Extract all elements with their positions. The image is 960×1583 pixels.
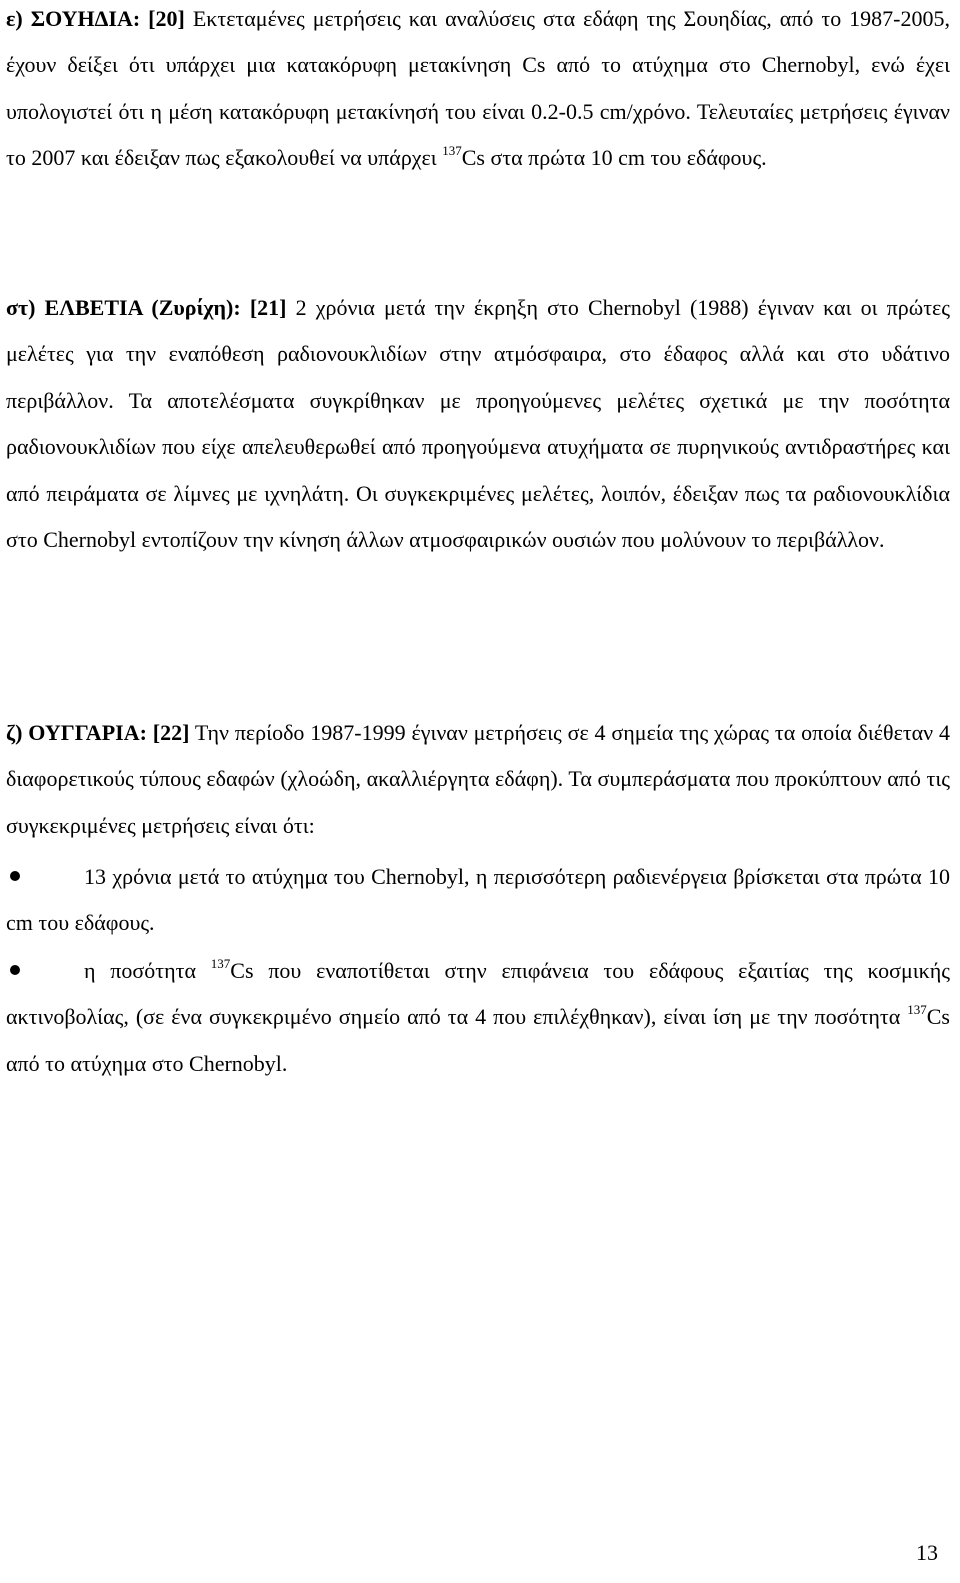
section-sweden-heading: ε) ΣΟΥΗΔΙΑ: [20]: [6, 6, 185, 31]
bullet-text: η ποσότητα: [84, 958, 211, 983]
section-sweden-text: Εκτεταμένες μετρήσεις και αναλύσεις στα εδάφη της Σουηδίας, από το 1987-2005, έχουν δείξει ότι υπάρχει μια κατακόρυφη μετακίνηση Cs από το ατύχημα στο Chernobyl, ενώ έχει υπολογιστεί ότι η μέση κατακόρυφη μετακίνησή του είναι 0.2-0.5 cm/χρόνο. Τελευταίες μετρήσεις έγιναν το 2007 και έδειξαν πως εξακολουθεί να υπάρχει: [6, 6, 951, 171]
isotope-mass-superscript: 137: [907, 1002, 927, 1018]
section-sweden: [6, 0, 950, 182]
bullet-text-middle: Cs που εναποτίθεται στην επιφάνεια του εδάφους εξαιτίας της κοσμικής ακτινοβολίας, (σε ένα συγκεκριμένο σημείο από τα 4 που επιλέχθηκαν), είναι ίση με την ποσότητα: [6, 958, 950, 1030]
section-hungary-text: Την περίοδο 1987-1999 έγιναν μετρήσεις σε 4 σημεία της χώρας τα οποία διέθεταν 4 διαφορετικούς τύπους εδαφών (χλοώδη, ακαλλιέργητα εδάφη). Τα συμπεράσματα που προκύπτουν από τις συγκεκριμένες μετρήσεις είναι ότι:: [6, 720, 950, 838]
section-hungary-heading: ζ) ΟΥΓΓΑΡΙΑ: [22]: [6, 720, 190, 745]
bullet-icon: [6, 854, 84, 900]
bullet-text: 13 χρόνια μετά το ατύχημα του Chernobyl, η περισσότερη ραδιενέργεια βρίσκεται στα πρώτα 10 cm του εδάφους.: [6, 864, 950, 936]
page-number: 13: [916, 1540, 938, 1565]
isotope-mass-superscript: 137: [442, 142, 462, 158]
section-hungary: [6, 710, 950, 849]
isotope-mass-superscript: 137: [210, 955, 231, 971]
bullet-text-end: Cs από το ατύχημα στο Chernobyl.: [6, 1004, 950, 1076]
section-sweden-text-end: Cs στα πρώτα 10 cm του εδάφους.: [461, 145, 767, 171]
bullet-item: [6, 854, 950, 947]
section-switzerland: [6, 285, 950, 563]
section-switzerland-heading: στ) ΕΛΒΕΤΙΑ (Ζυρίχη): [21]: [6, 295, 287, 320]
section-switzerland-text: 2 χρόνια μετά την έκρηξη στο Chernobyl (1988) έγιναν και οι πρώτες μελέτες για την εναπόθεση ραδιονουκλιδίων στην ατμόσφαιρα, στο έδαφος αλλά και στο υδάτινο περιβάλλον. Τα αποτελέσματα συγκρίθηκαν με προηγούμενες μελέτες σχετικά με την ποσότητα ραδιονουκλιδίων που είχε απελευθερωθεί από προηγούμενα ατυχήματα σε πυρηνικούς αντιδραστήρες και από πειράματα σε λίμνες με ιχνηλάτη. Οι συγκεκριμένες μελέτες, λοιπόν, έδειξαν πως τα ραδιονουκλίδια στο Chernobyl εντοπίζουν την κίνηση άλλων ατμοσφαιρικών ουσιών που μολύνουν το περιβάλλον.: [6, 295, 950, 553]
bullet-item: [6, 948, 950, 1087]
bullet-icon: [6, 948, 84, 994]
